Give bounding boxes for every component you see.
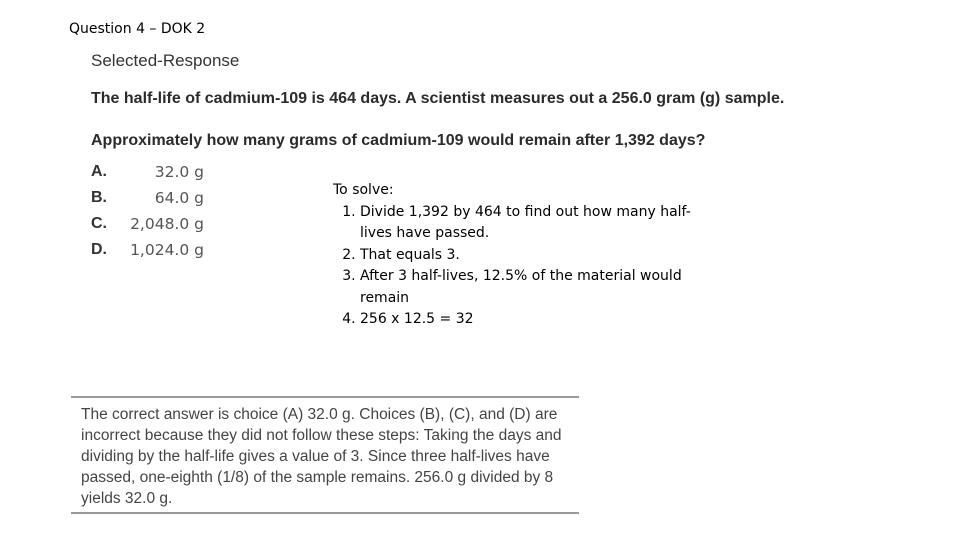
solution-step: 2. That equals 3. bbox=[360, 245, 693, 267]
answer-explanation: The correct answer is choice (A) 32.0 g. Choices (B), (C), and (D) are incorrect because they did not follow these steps: Taking the days and dividing by the half-life gives a value of 3. Since three half-lives have passed, one-eighth (1/8) of the sample remains. 256.0 g divided by 8 yields 32.0 g. bbox=[81, 406, 562, 507]
solution-steps bbox=[333, 180, 693, 331]
section-label: Selected-Response bbox=[91, 51, 240, 70]
choice-letter: B. bbox=[91, 189, 107, 206]
question-stem-line-2: Approximately how many grams of cadmium-109 would remain after 1,392 days? bbox=[91, 132, 706, 149]
choice-letter: C. bbox=[91, 215, 107, 232]
answer-explanation-box bbox=[71, 396, 579, 514]
solution-step: 4. 256 x 12.5 = 32 bbox=[360, 309, 693, 331]
solution-title: To solve: bbox=[333, 182, 394, 198]
choice-value: 2,048.0 g bbox=[130, 215, 204, 233]
choice-letter: D. bbox=[91, 241, 107, 258]
question-stem-line-1: The half-life of cadmium-109 is 464 days. A scientist measures out a 256.0 gram (g) sample. bbox=[91, 90, 785, 107]
solution-step: 3. After 3 half-lives, 12.5% of the material would remain bbox=[360, 266, 693, 309]
choice-letter: A. bbox=[91, 163, 107, 180]
choice-value: 32.0 g bbox=[154, 163, 204, 181]
choice-value: 1,024.0 g bbox=[130, 241, 204, 259]
choice-value: 64.0 g bbox=[154, 189, 204, 207]
solution-step-list bbox=[333, 202, 693, 331]
question-heading: Question 4 – DOK 2 bbox=[69, 21, 206, 37]
solution-step: 1. Divide 1,392 by 464 to find out how many half-lives have passed. bbox=[360, 202, 693, 245]
